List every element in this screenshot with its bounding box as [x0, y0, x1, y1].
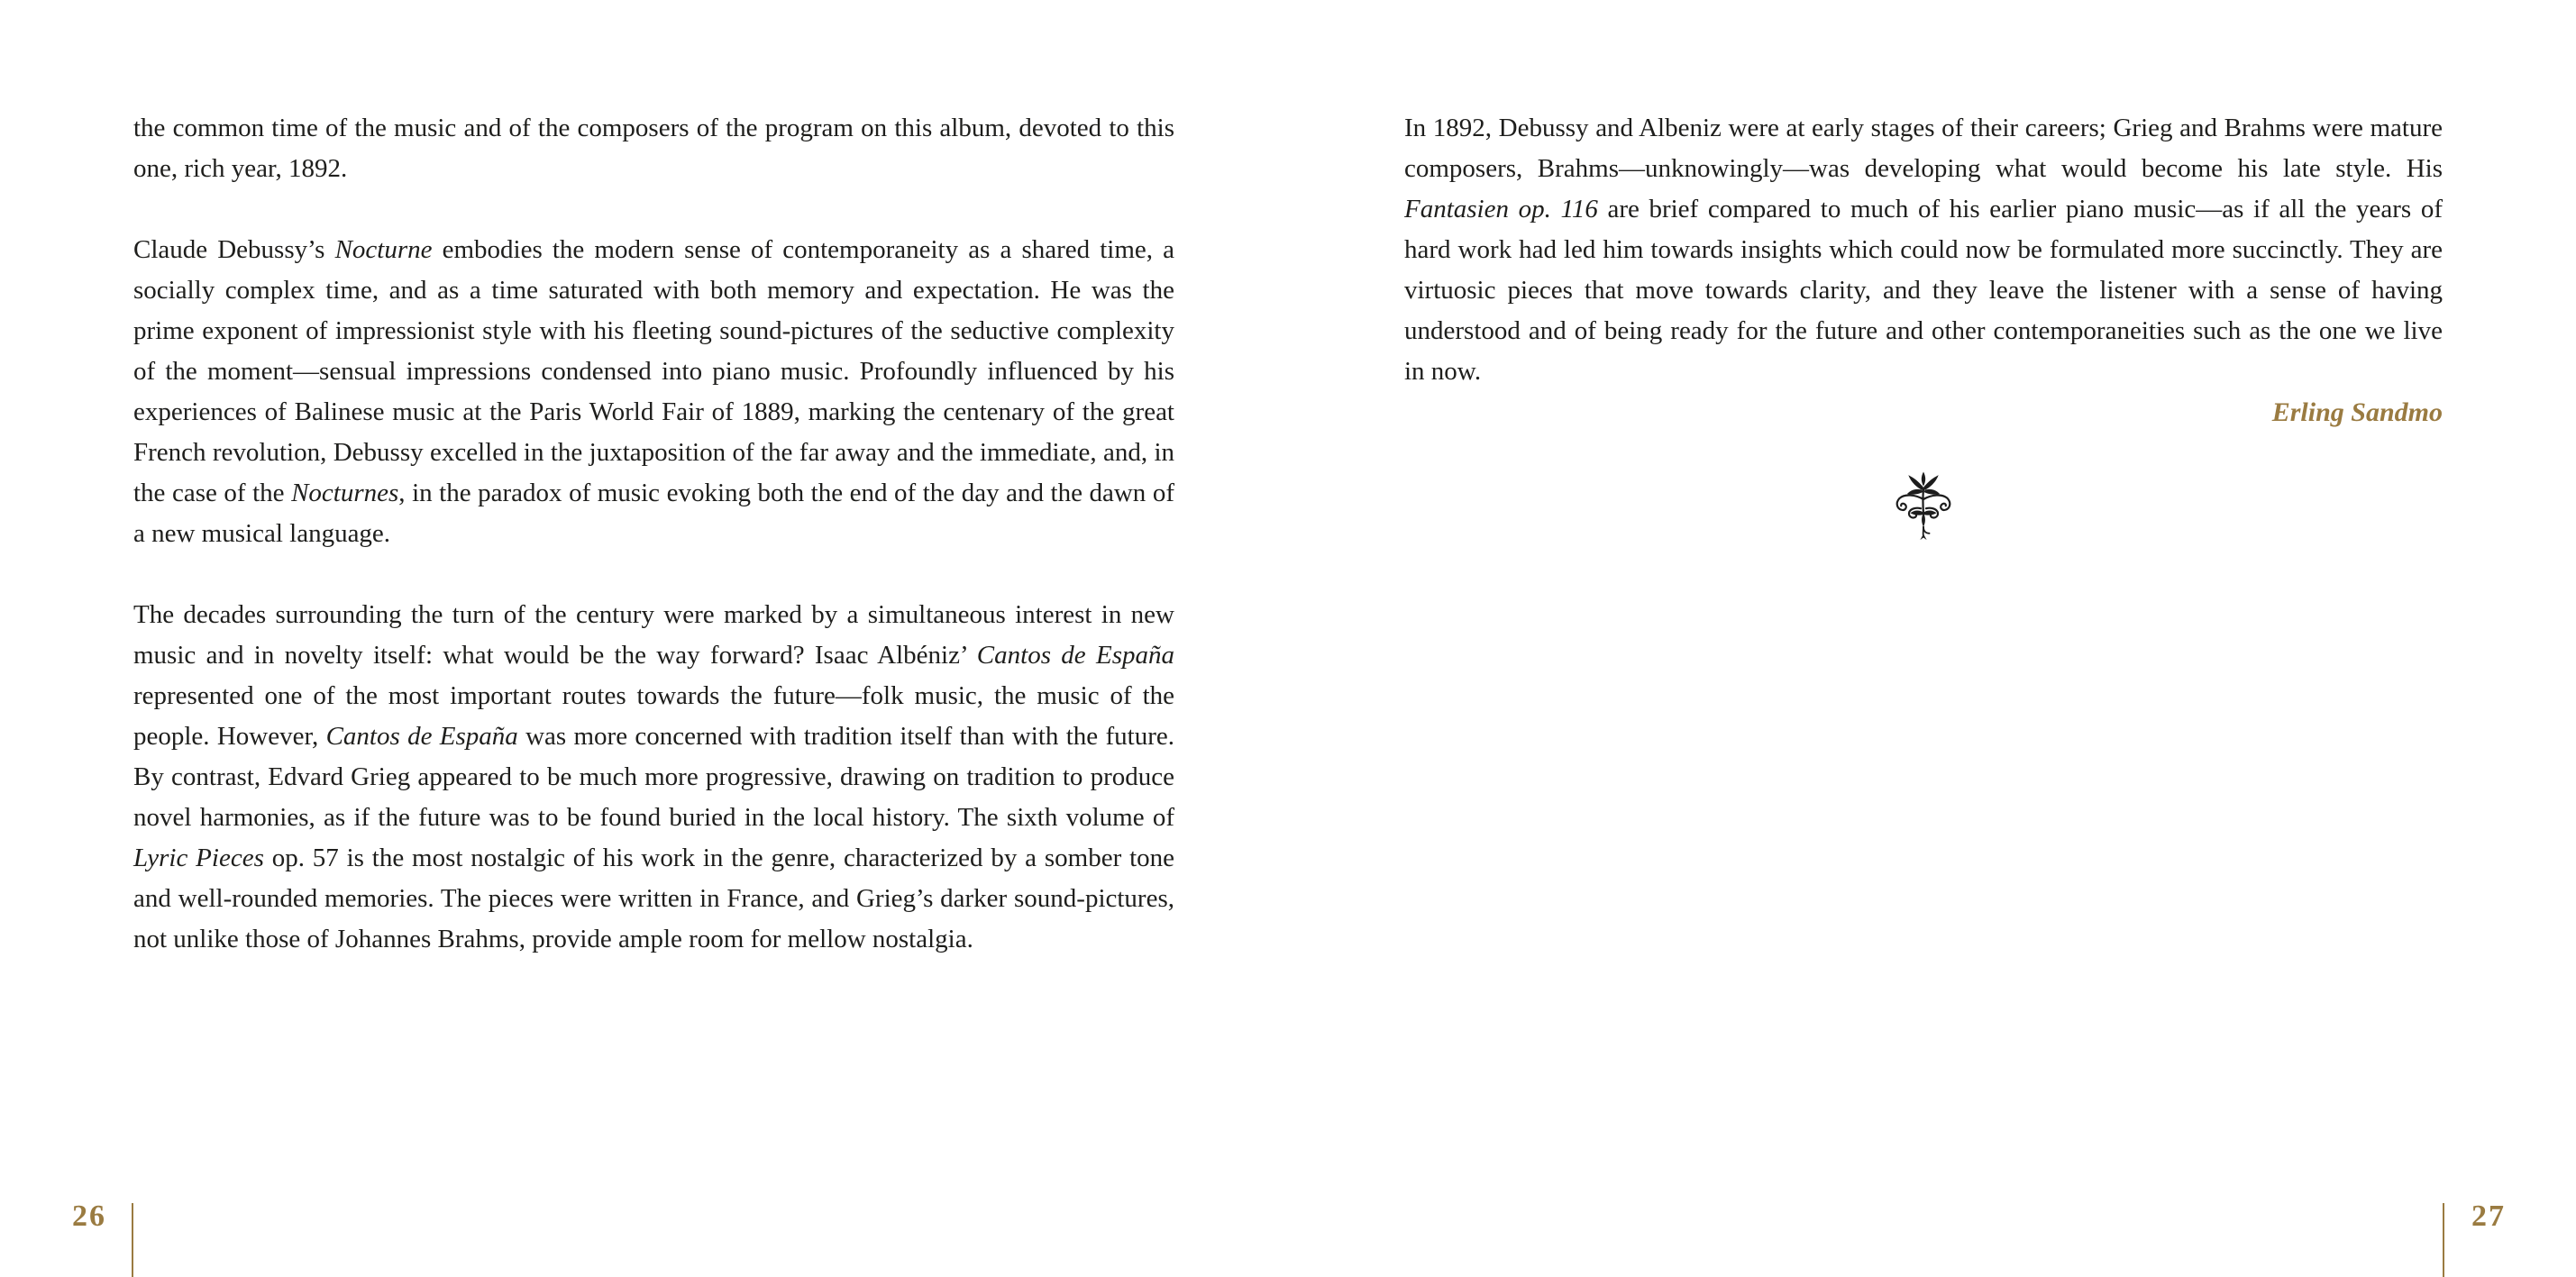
right-text-column [1404, 108, 2443, 543]
page-number-right: 27 [2471, 1199, 2506, 1233]
page-number-left: 26 [72, 1199, 106, 1233]
folio-rule-left [132, 1203, 133, 1277]
folio-rule-right [2443, 1203, 2444, 1277]
fleuron-ornament-icon [1404, 470, 2443, 543]
author-byline: Erling Sandmo [2271, 397, 2443, 427]
left-text-column [133, 108, 1174, 960]
paragraph: In 1892, Debussy and Albeniz were at early stages of their careers; Grieg and Brahms were mature composers, Brahms—unknowingly—was developing what would become his late style. His Fantasien op. 116 are brief compared to much of his earlier piano music—as if all the years of hard work had led him towards insights which could now be formulated more succinctly. They are virtuosic pieces that move towards clarity, and they leave the listener with a sense of having understood and of being ready for the future and other contemporaneities such as the one we live in now. [1404, 114, 2443, 386]
paragraph: The decades surrounding the turn of the century were marked by a simultaneous interest in new music and in novelty itself: what would be the way forward? Isaac Albéniz’ Cantos de España represented one of the most important routes towards the future—folk music, the music of the people. However, Cantos de España was more concerned with tradition itself than with the future. By contrast, Edvard Grieg appeared to be much more progressive, drawing on tradition to produce novel harmonies, as if the future was to be found buried in the local history. The sixth volume of Lyric Pieces op. 57 is the most nostalgic of his work in the genre, characterized by a somber tone and well-rounded memories. The pieces were written in France, and Grieg’s darker sound-pictures, not unlike those of Johannes Brahms, provide ample room for mellow nostalgia. [133, 600, 1174, 953]
paragraph: Claude Debussy’s Nocturne embodies the modern sense of contemporaneity as a shared time, a socially complex time, and as a time saturated with both memory and expectation. He was the prime exponent of impressionist style with his fleeting sound-pictures of the seductive complexity of the moment—sensual impressions condensed into piano music. Profoundly influenced by his experiences of Balinese music at the Paris World Fair of 1889, marking the centenary of the great French revolution, Debussy excelled in the juxtaposition of the far away and the immediate, and, in the case of the Nocturnes, in the paradox of music evoking both the end of the day and the dawn of a new musical language. [133, 235, 1174, 548]
paragraph: the common time of the music and of the composers of the program on this album, devoted to this one, rich year, 1892. [133, 114, 1174, 183]
